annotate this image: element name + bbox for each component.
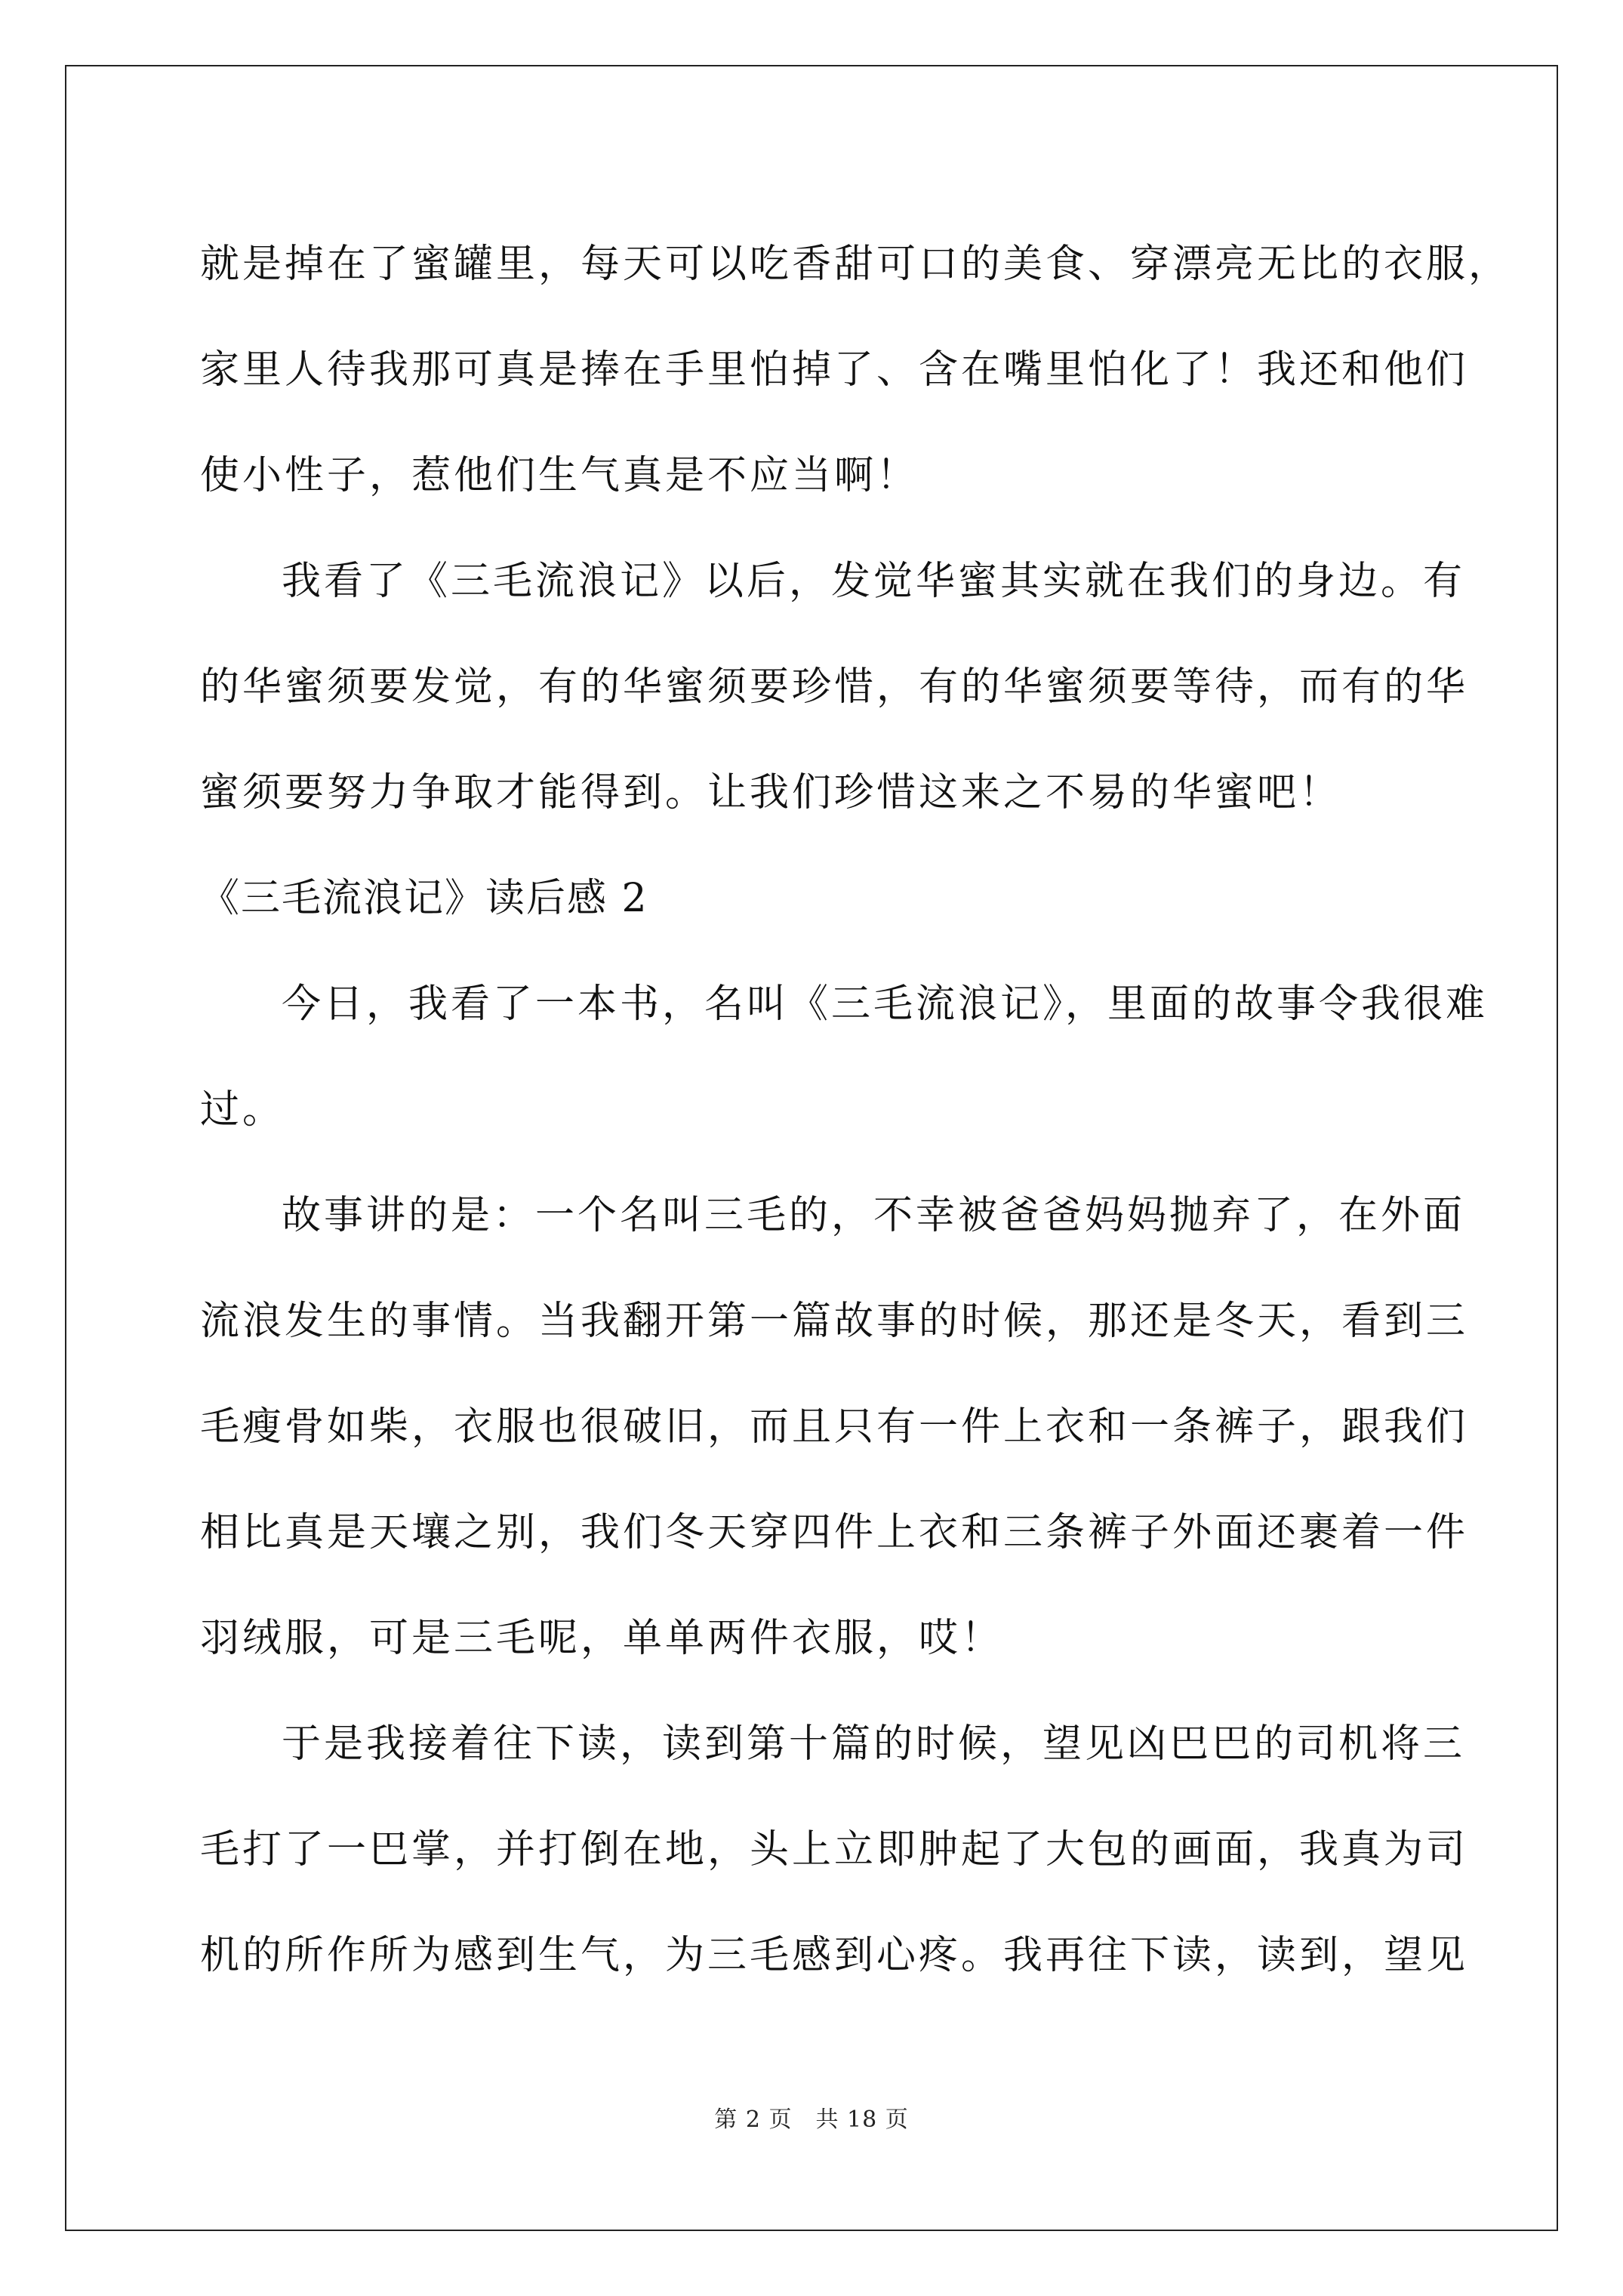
paragraph-start-line: 我看了《三毛流浪记》以后，发觉华蜜其实就在我们的身边。有	[282, 559, 1466, 604]
section-heading: 《三毛流浪记》读后感 2	[200, 876, 648, 921]
body-line: 毛瘦骨如柴，衣服也很破旧，而且只有一件上衣和一条裤子，跟我们	[200, 1404, 1469, 1450]
body-line: 流浪发生的事情。当我翻开第一篇故事的时候，那还是冬天，看到三	[200, 1299, 1469, 1344]
page-number-footer: 第 2 页 共 18 页	[714, 2106, 909, 2133]
body-line: 相比真是天壤之别，我们冬天穿四件上衣和三条裤子外面还裹着一件	[200, 1510, 1469, 1555]
paragraph-start-line: 故事讲的是：一个名叫三毛的，不幸被爸爸妈妈抛弃了，在外面	[282, 1193, 1466, 1238]
body-line: 家里人待我那可真是捧在手里怕掉了、含在嘴里怕化了！我还和他们	[200, 347, 1469, 393]
body-line: 蜜须要努力争取才能得到。让我们珍惜这来之不易的华蜜吧！	[200, 770, 1342, 815]
body-line: 羽绒服，可是三毛呢，单单两件衣服，哎！	[200, 1616, 1004, 1661]
body-line: 过。	[200, 1087, 285, 1133]
body-line: 使小性子，惹他们生气真是不应当啊！	[200, 453, 919, 498]
paragraph-start-line: 于是我接着往下读，读到第十篇的时候，望见凶巴巴的司机将三	[282, 1721, 1466, 1767]
body-line: 就是掉在了蜜罐里，每天可以吃香甜可口的美食、穿漂亮无比的衣服，	[200, 242, 1511, 287]
body-line: 机的所作所为感到生气，为三毛感到心疼。我再往下读，读到，望见	[200, 1933, 1469, 1978]
paragraph-start-line: 今日，我看了一本书，名叫《三毛流浪记》，里面的故事令我很难	[282, 982, 1489, 1027]
body-line: 的华蜜须要发觉，有的华蜜须要珍惜，有的华蜜须要等待，而有的华	[200, 664, 1469, 710]
body-line: 毛打了一巴掌，并打倒在地，头上立即肿起了大包的画面，我真为司	[200, 1827, 1469, 1872]
document-body	[200, 211, 1511, 2008]
